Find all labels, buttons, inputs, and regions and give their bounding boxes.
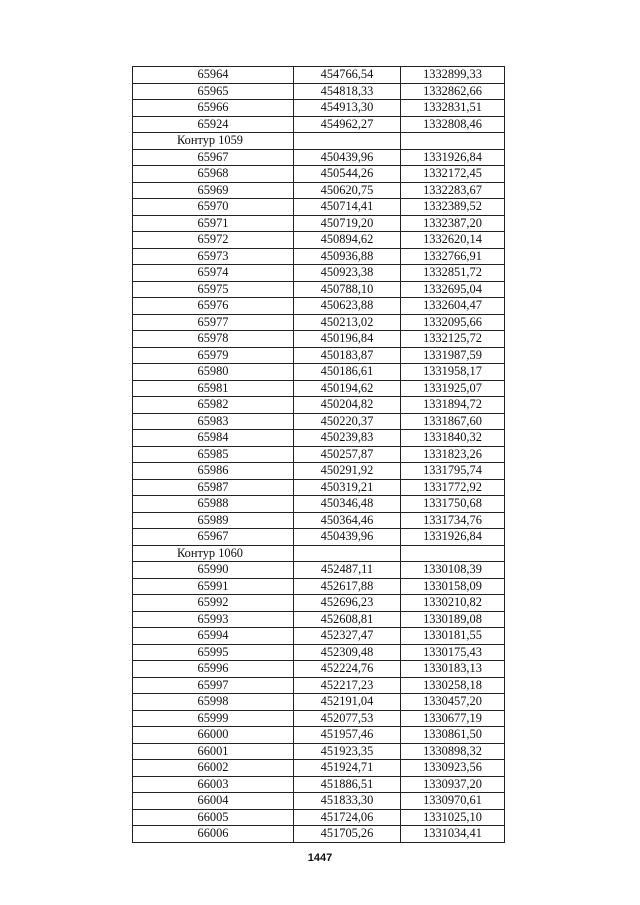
page-number: 1447	[307, 852, 333, 864]
y-coordinate-cell: 1332851,72	[401, 265, 505, 282]
y-coordinate-cell: 1330181,55	[401, 628, 505, 645]
x-coordinate-cell: 452217,23	[294, 677, 401, 694]
point-id-cell: 65998	[133, 694, 294, 711]
y-coordinate-cell: 1330898,32	[401, 743, 505, 760]
x-coordinate-cell: 451833,30	[294, 793, 401, 810]
x-coordinate-cell: 450291,92	[294, 463, 401, 480]
table-row	[133, 661, 505, 678]
contour-header-row	[133, 133, 505, 150]
table-row	[133, 199, 505, 216]
table-row	[133, 100, 505, 117]
x-coordinate-cell: 451923,35	[294, 743, 401, 760]
x-coordinate-cell: 450257,87	[294, 446, 401, 463]
y-coordinate-cell: 1330923,56	[401, 760, 505, 777]
x-coordinate-cell: 450346,48	[294, 496, 401, 513]
point-id-cell: 65967	[133, 529, 294, 546]
y-coordinate-cell: 1331867,60	[401, 413, 505, 430]
point-id-cell: 65973	[133, 248, 294, 265]
point-id-cell: 65990	[133, 562, 294, 579]
table-row	[133, 760, 505, 777]
y-coordinate-cell: 1330189,08	[401, 611, 505, 628]
x-coordinate-cell: 450439,96	[294, 529, 401, 546]
table-row	[133, 809, 505, 826]
contour-label: Контур 1059	[133, 133, 294, 150]
x-coordinate-cell: 450620,75	[294, 182, 401, 199]
table-row	[133, 710, 505, 727]
table-row	[133, 347, 505, 364]
point-id-cell: 65984	[133, 430, 294, 447]
empty-cell	[401, 133, 505, 150]
x-coordinate-cell: 454818,33	[294, 83, 401, 100]
table-row	[133, 331, 505, 348]
y-coordinate-cell: 1330175,43	[401, 644, 505, 661]
x-coordinate-cell: 450194,62	[294, 380, 401, 397]
y-coordinate-cell: 1332899,33	[401, 67, 505, 84]
table-row	[133, 149, 505, 166]
x-coordinate-cell: 450923,38	[294, 265, 401, 282]
table-row	[133, 265, 505, 282]
coordinates-table	[132, 66, 505, 843]
x-coordinate-cell: 452696,23	[294, 595, 401, 612]
point-id-cell: 65982	[133, 397, 294, 414]
table-row	[133, 595, 505, 612]
point-id-cell: 65966	[133, 100, 294, 117]
y-coordinate-cell: 1331925,07	[401, 380, 505, 397]
x-coordinate-cell: 450196,84	[294, 331, 401, 348]
x-coordinate-cell: 450439,96	[294, 149, 401, 166]
coordinates-table-body	[133, 67, 505, 843]
x-coordinate-cell: 452077,53	[294, 710, 401, 727]
table-row	[133, 364, 505, 381]
y-coordinate-cell: 1330970,61	[401, 793, 505, 810]
x-coordinate-cell: 452309,48	[294, 644, 401, 661]
table-row	[133, 479, 505, 496]
point-id-cell: 65991	[133, 578, 294, 595]
y-coordinate-cell: 1331894,72	[401, 397, 505, 414]
point-id-cell: 65987	[133, 479, 294, 496]
y-coordinate-cell: 1332862,66	[401, 83, 505, 100]
table-row	[133, 430, 505, 447]
contour-label: Контур 1060	[133, 545, 294, 562]
y-coordinate-cell: 1332095,66	[401, 314, 505, 331]
point-id-cell: 65969	[133, 182, 294, 199]
y-coordinate-cell: 1332283,67	[401, 182, 505, 199]
y-coordinate-cell: 1331750,68	[401, 496, 505, 513]
point-id-cell: 66002	[133, 760, 294, 777]
table-row	[133, 644, 505, 661]
point-id-cell: 65972	[133, 232, 294, 249]
y-coordinate-cell: 1331034,41	[401, 826, 505, 843]
x-coordinate-cell: 450894,62	[294, 232, 401, 249]
point-id-cell: 66000	[133, 727, 294, 744]
table-row	[133, 562, 505, 579]
x-coordinate-cell: 452191,04	[294, 694, 401, 711]
x-coordinate-cell: 450788,10	[294, 281, 401, 298]
y-coordinate-cell: 1332808,46	[401, 116, 505, 133]
contour-header-row	[133, 545, 505, 562]
table-row	[133, 578, 505, 595]
point-id-cell: 66001	[133, 743, 294, 760]
point-id-cell: 65976	[133, 298, 294, 315]
x-coordinate-cell: 454962,27	[294, 116, 401, 133]
table-row	[133, 776, 505, 793]
table-row	[133, 116, 505, 133]
point-id-cell: 65985	[133, 446, 294, 463]
table-row	[133, 182, 505, 199]
y-coordinate-cell: 1330677,19	[401, 710, 505, 727]
point-id-cell: 66004	[133, 793, 294, 810]
y-coordinate-cell: 1332125,72	[401, 331, 505, 348]
point-id-cell: 65989	[133, 512, 294, 529]
point-id-cell: 65977	[133, 314, 294, 331]
x-coordinate-cell: 452224,76	[294, 661, 401, 678]
x-coordinate-cell: 450220,37	[294, 413, 401, 430]
empty-cell	[294, 545, 401, 562]
x-coordinate-cell: 451886,51	[294, 776, 401, 793]
x-coordinate-cell: 452608,81	[294, 611, 401, 628]
x-coordinate-cell: 450186,61	[294, 364, 401, 381]
point-id-cell: 66003	[133, 776, 294, 793]
point-id-cell: 65994	[133, 628, 294, 645]
table-row	[133, 793, 505, 810]
point-id-cell: 65970	[133, 199, 294, 216]
y-coordinate-cell: 1330210,82	[401, 595, 505, 612]
point-id-cell: 65980	[133, 364, 294, 381]
table-row	[133, 446, 505, 463]
x-coordinate-cell: 450714,41	[294, 199, 401, 216]
table-row	[133, 677, 505, 694]
y-coordinate-cell: 1332387,20	[401, 215, 505, 232]
x-coordinate-cell: 452487,11	[294, 562, 401, 579]
y-coordinate-cell: 1332620,14	[401, 232, 505, 249]
point-id-cell: 65964	[133, 67, 294, 84]
table-row	[133, 298, 505, 315]
y-coordinate-cell: 1331987,59	[401, 347, 505, 364]
x-coordinate-cell: 454913,30	[294, 100, 401, 117]
table-row	[133, 694, 505, 711]
point-id-cell: 65971	[133, 215, 294, 232]
y-coordinate-cell: 1332172,45	[401, 166, 505, 183]
table-row	[133, 413, 505, 430]
x-coordinate-cell: 450183,87	[294, 347, 401, 364]
x-coordinate-cell: 450544,26	[294, 166, 401, 183]
y-coordinate-cell: 1331025,10	[401, 809, 505, 826]
y-coordinate-cell: 1331926,84	[401, 529, 505, 546]
table-row	[133, 512, 505, 529]
y-coordinate-cell: 1330108,39	[401, 562, 505, 579]
table-row	[133, 232, 505, 249]
table-row	[133, 529, 505, 546]
y-coordinate-cell: 1332389,52	[401, 199, 505, 216]
point-id-cell: 65996	[133, 661, 294, 678]
table-row	[133, 611, 505, 628]
x-coordinate-cell: 452327,47	[294, 628, 401, 645]
x-coordinate-cell: 450623,88	[294, 298, 401, 315]
empty-cell	[294, 133, 401, 150]
point-id-cell: 65993	[133, 611, 294, 628]
point-id-cell: 66005	[133, 809, 294, 826]
x-coordinate-cell: 450719,20	[294, 215, 401, 232]
x-coordinate-cell: 451724,06	[294, 809, 401, 826]
point-id-cell: 65975	[133, 281, 294, 298]
y-coordinate-cell: 1330937,20	[401, 776, 505, 793]
x-coordinate-cell: 452617,88	[294, 578, 401, 595]
point-id-cell: 65974	[133, 265, 294, 282]
y-coordinate-cell: 1332766,91	[401, 248, 505, 265]
table-row	[133, 281, 505, 298]
y-coordinate-cell: 1330861,50	[401, 727, 505, 744]
table-row	[133, 628, 505, 645]
y-coordinate-cell: 1331926,84	[401, 149, 505, 166]
point-id-cell: 65978	[133, 331, 294, 348]
point-id-cell: 65967	[133, 149, 294, 166]
x-coordinate-cell: 450204,82	[294, 397, 401, 414]
table-row	[133, 248, 505, 265]
x-coordinate-cell: 450213,02	[294, 314, 401, 331]
point-id-cell: 65981	[133, 380, 294, 397]
table-row	[133, 826, 505, 843]
y-coordinate-cell: 1331795,74	[401, 463, 505, 480]
y-coordinate-cell: 1330457,20	[401, 694, 505, 711]
point-id-cell: 65965	[133, 83, 294, 100]
x-coordinate-cell: 450319,21	[294, 479, 401, 496]
table-row	[133, 397, 505, 414]
x-coordinate-cell: 451924,71	[294, 760, 401, 777]
y-coordinate-cell: 1331958,17	[401, 364, 505, 381]
table-row	[133, 727, 505, 744]
point-id-cell: 66006	[133, 826, 294, 843]
y-coordinate-cell: 1332604,47	[401, 298, 505, 315]
x-coordinate-cell: 454766,54	[294, 67, 401, 84]
x-coordinate-cell: 450239,83	[294, 430, 401, 447]
point-id-cell: 65995	[133, 644, 294, 661]
y-coordinate-cell: 1330258,18	[401, 677, 505, 694]
table-row	[133, 67, 505, 84]
x-coordinate-cell: 451957,46	[294, 727, 401, 744]
table-row	[133, 314, 505, 331]
x-coordinate-cell: 450936,88	[294, 248, 401, 265]
point-id-cell: 65992	[133, 595, 294, 612]
y-coordinate-cell: 1331772,92	[401, 479, 505, 496]
table-row	[133, 215, 505, 232]
y-coordinate-cell: 1330158,09	[401, 578, 505, 595]
x-coordinate-cell: 450364,46	[294, 512, 401, 529]
table-row	[133, 380, 505, 397]
point-id-cell: 65924	[133, 116, 294, 133]
y-coordinate-cell: 1330183,13	[401, 661, 505, 678]
table-row	[133, 496, 505, 513]
point-id-cell: 65997	[133, 677, 294, 694]
point-id-cell: 65986	[133, 463, 294, 480]
point-id-cell: 65968	[133, 166, 294, 183]
y-coordinate-cell: 1332695,04	[401, 281, 505, 298]
point-id-cell: 65999	[133, 710, 294, 727]
empty-cell	[401, 545, 505, 562]
y-coordinate-cell: 1331734,76	[401, 512, 505, 529]
x-coordinate-cell: 451705,26	[294, 826, 401, 843]
y-coordinate-cell: 1331840,32	[401, 430, 505, 447]
point-id-cell: 65983	[133, 413, 294, 430]
y-coordinate-cell: 1332831,51	[401, 100, 505, 117]
table-row	[133, 743, 505, 760]
y-coordinate-cell: 1331823,26	[401, 446, 505, 463]
point-id-cell: 65988	[133, 496, 294, 513]
table-row	[133, 83, 505, 100]
table-row	[133, 463, 505, 480]
point-id-cell: 65979	[133, 347, 294, 364]
table-row	[133, 166, 505, 183]
